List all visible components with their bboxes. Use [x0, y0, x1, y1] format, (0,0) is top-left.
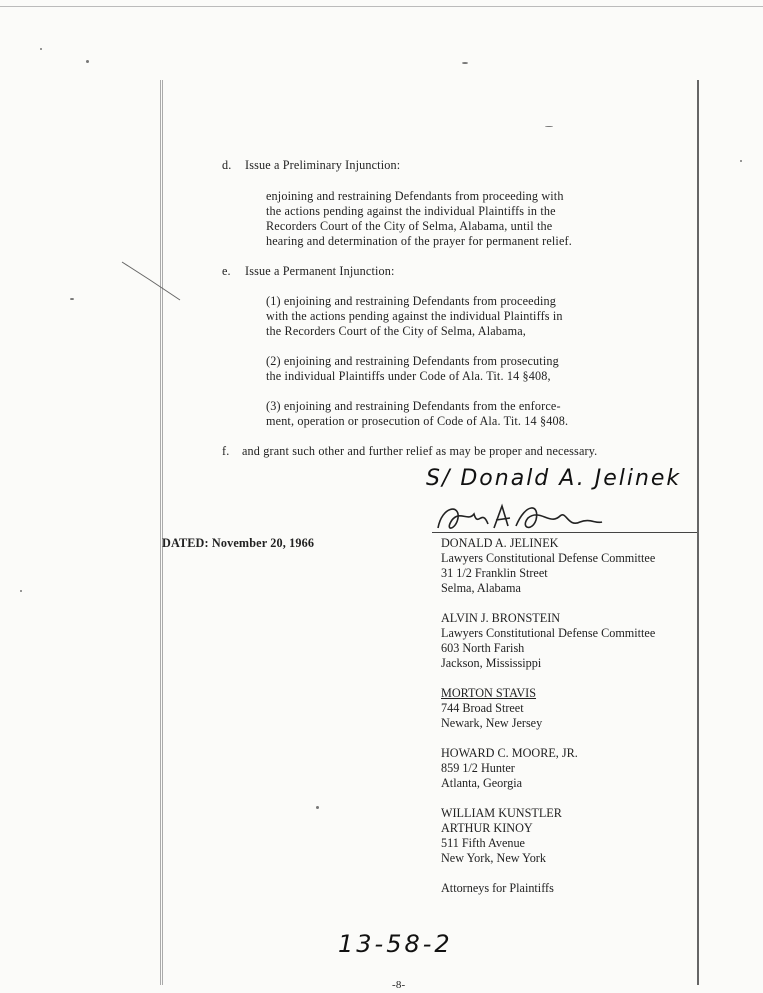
attorney-city: Jackson, Mississippi	[441, 656, 542, 670]
item-f-marker: f.	[222, 444, 230, 458]
scan-speck	[70, 298, 74, 300]
scan-speck	[740, 160, 742, 162]
attorney-city: Newark, New Jersey	[441, 716, 543, 730]
attorney-group	[441, 686, 655, 731]
page-number: -8-	[392, 979, 406, 991]
attorney-street: 511 Fifth Avenue	[441, 836, 525, 850]
attorney-org: Lawyers Constitutional Defense Committee	[441, 626, 656, 640]
item-e1-line: (1) enjoining and restraining Defendants from proceeding	[266, 294, 556, 308]
scan-speck	[462, 62, 468, 64]
handwritten-number: 13-58-2	[338, 930, 453, 958]
scan-top-edge	[0, 6, 763, 7]
attorney-org: Lawyers Constitutional Defense Committee	[441, 551, 656, 565]
item-e2-line: (2) enjoining and restraining Defendants from prosecuting	[266, 354, 559, 368]
item-e-heading: Issue a Permanent Injunction:	[245, 264, 395, 278]
scan-speck	[20, 590, 22, 592]
item-e-marker: e.	[222, 264, 231, 278]
attorney-group	[441, 611, 655, 671]
signature-line	[432, 532, 697, 533]
attorney-block	[441, 536, 655, 896]
attorney-name: ALVIN J. BRONSTEIN	[441, 611, 561, 625]
attorneys-for-label: Attorneys for Plaintiffs	[441, 881, 554, 895]
attorney-street: 744 Broad Street	[441, 701, 524, 715]
attorney-group	[441, 536, 655, 596]
attorney-city: Selma, Alabama	[441, 581, 521, 595]
item-e1-line: the Recorders Court of the City of Selma, Alabama,	[266, 324, 526, 338]
attorney-city: Atlanta, Georgia	[441, 776, 522, 790]
dated-line: DATED: November 20, 1966	[162, 536, 315, 550]
attorney-street: 31 1/2 Franklin Street	[441, 566, 548, 580]
attorney-name: DONALD A. JELINEK	[441, 536, 559, 550]
item-d-line: Recorders Court of the City of Selma, Alabama, until the	[266, 219, 553, 233]
right-margin-line	[697, 80, 699, 985]
item-d-marker: d.	[222, 158, 232, 172]
attorney-name: MORTON STAVIS	[441, 686, 537, 700]
scan-speck	[86, 60, 89, 63]
scan-speck	[545, 126, 553, 127]
item-d-line: hearing and determination of the prayer for permanent relief.	[266, 234, 572, 248]
signature-stamp: S/ Donald A. Jelinek	[426, 466, 682, 491]
item-d-heading: Issue a Preliminary Injunction:	[245, 158, 401, 172]
attorney-name: HOWARD C. MOORE, JR.	[441, 746, 578, 760]
scan-speck	[316, 806, 319, 809]
attorney-street: 859 1/2 Hunter	[441, 761, 515, 775]
item-e3-line: ment, operation or prosecution of Code of Ala. Tit. 14 §408.	[266, 414, 569, 428]
left-margin-line	[160, 80, 163, 985]
item-f-text: and grant such other and further relief as may be proper and necessary.	[242, 444, 598, 458]
attorney-group	[441, 806, 655, 866]
stray-pen-mark	[120, 258, 184, 304]
item-d-line: the actions pending against the individual Plaintiffs in the	[266, 204, 556, 218]
attorney-name: WILLIAM KUNSTLER	[441, 806, 562, 820]
item-e2-line: the individual Plaintiffs under Code of Ala. Tit. 14 §408,	[266, 369, 551, 383]
item-e1-line: with the actions pending against the individual Plaintiffs in	[266, 309, 563, 323]
item-d-line: enjoining and restraining Defendants from proceeding with	[266, 189, 564, 203]
attorney-group	[441, 746, 655, 791]
attorney-city: New York, New York	[441, 851, 546, 865]
attorney-street: 603 North Farish	[441, 641, 525, 655]
item-e3-line: (3) enjoining and restraining Defendants from the enforce-	[266, 399, 561, 413]
scan-speck	[40, 48, 42, 50]
attorney-name: ARTHUR KINOY	[441, 821, 533, 835]
